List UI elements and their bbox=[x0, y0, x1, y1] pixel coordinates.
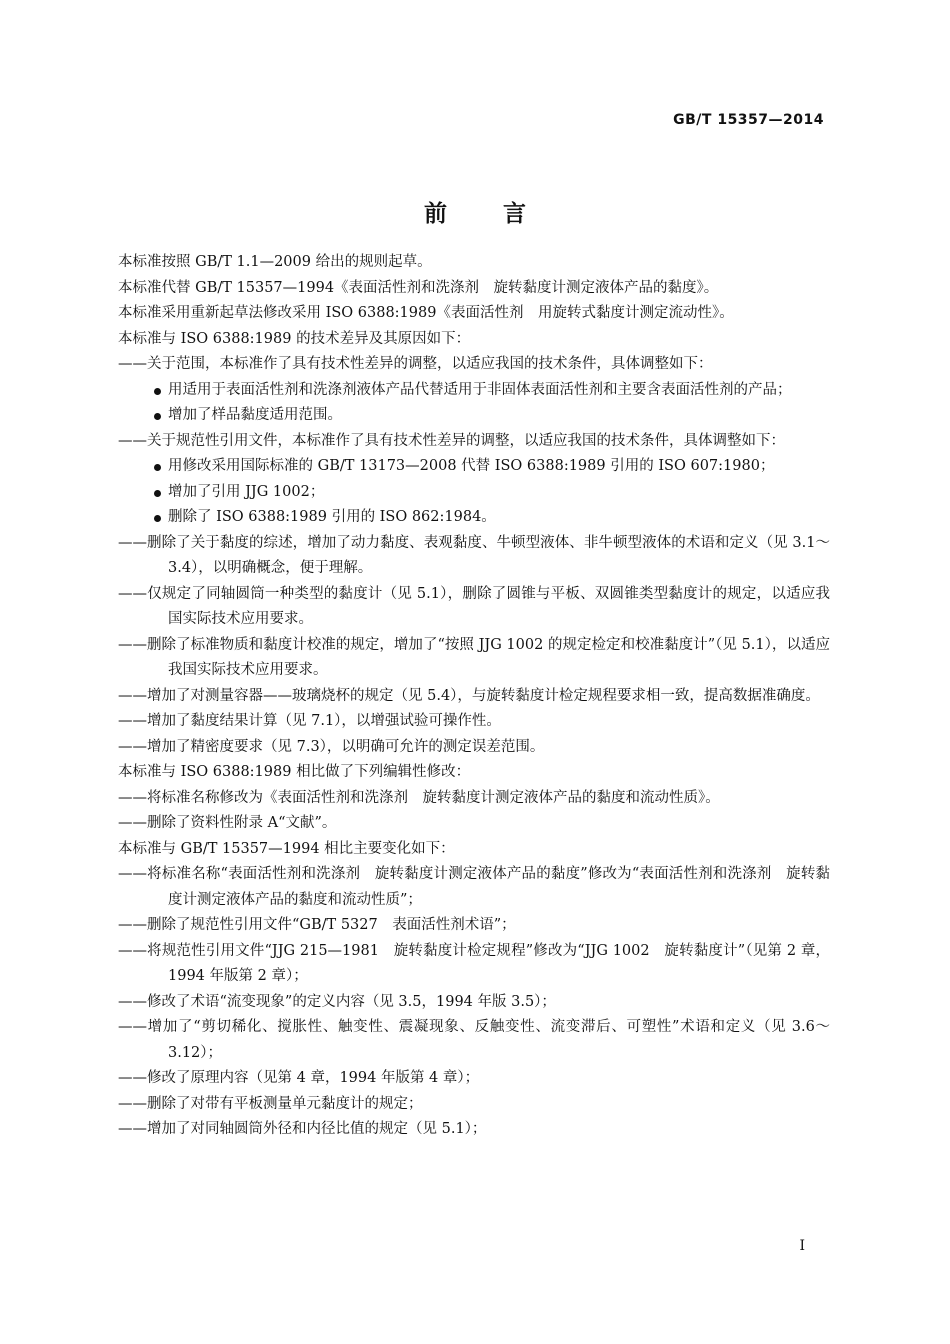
text-line: 本标准按照 GB/T 1.1—2009 给出的规则起草。 bbox=[118, 254, 432, 270]
bullet-icon bbox=[154, 388, 161, 395]
bullet-item bbox=[118, 454, 830, 480]
text-line: 本标准代替 GB/T 15357—1994《表面活性剂和洗涤剂 旋转黏度计测定液体产品的黏度》。 bbox=[118, 279, 719, 296]
dash-item: ——删除了规范性引用文件“GB/T 5327 表面活性剂术语”； bbox=[118, 917, 516, 933]
standard-code: GB/T 15357—2014 bbox=[673, 112, 824, 128]
dash-item: ——增加了对同轴圆筒外径和内径比值的规定（见 5.1）； bbox=[118, 1121, 487, 1137]
foreword-body bbox=[118, 250, 830, 1143]
page-number: I bbox=[799, 1238, 805, 1254]
bullet-icon bbox=[154, 490, 161, 497]
text-line: 本标准与 GB/T 15357—1994 相比主要变化如下： bbox=[118, 840, 455, 857]
dash-item: ——将标准名称“表面活性剂和洗涤剂 旋转黏度计测定液体产品的黏度”修改为“表面活性剂和洗涤剂 旋转黏度计测定液体产品的黏度和流动性质”； bbox=[118, 866, 831, 908]
bullet-text: 删除了 ISO 6388:1989 引用的 ISO 862:1984。 bbox=[168, 509, 496, 525]
bullet-item bbox=[118, 505, 830, 531]
dash-item: ——删除了关于黏度的综述，增加了动力黏度、表观黏度、牛顿型液体、非牛顿型液体的术语和定义（见 3.1～3.4），以明确概念，便于理解。 bbox=[118, 534, 830, 576]
bullet-text: 增加了样品黏度适用范围。 bbox=[168, 407, 342, 423]
dash-item: ——增加了精密度要求（见 7.3），以明确可允许的测定误差范围。 bbox=[118, 738, 545, 755]
dash-item: ——增加了黏度结果计算（见 7.1），以增强试验可操作性。 bbox=[118, 713, 501, 729]
dash-item: ——增加了对测量容器——玻璃烧杯的规定（见 5.4），与旋转黏度计检定规程要求相一致，提高数据准确度。 bbox=[118, 687, 820, 704]
dash-item: ——仅规定了同轴圆筒一种类型的黏度计（见 5.1），删除了圆锥与平板、双圆锥类型黏度计的规定，以适应我国实际技术应用要求。 bbox=[118, 585, 830, 627]
bullet-item bbox=[118, 378, 830, 404]
bullet-icon bbox=[154, 413, 161, 420]
dash-item: ——增加了“剪切稀化、搅胀性、触变性、震凝现象、反触变性、流变滞后、可塑性”术语和定义（见 3.6～3.12）； bbox=[118, 1019, 830, 1061]
bullet-item bbox=[118, 480, 830, 506]
text-line: 本标准与 ISO 6388:1989 相比做了下列编辑性修改： bbox=[118, 764, 471, 780]
bullet-text: 用适用于表面活性剂和洗涤剂液体产品代替适用于非固体表面活性剂和主要含表面活性剂的产品； bbox=[168, 381, 792, 398]
dash-item: ——将标准名称修改为《表面活性剂和洗涤剂 旋转黏度计测定液体产品的黏度和流动性质》。 bbox=[118, 789, 720, 806]
page-title: 前言 bbox=[424, 201, 582, 227]
dash-item: ——将规范性引用文件“JJG 215—1981 旋转黏度计检定规程”修改为“JJG 1002 旋转黏度计”（见第 2 章，1994 年版第 2 章）； bbox=[118, 942, 830, 984]
dash-item: ——关于范围，本标准作了具有技术性差异的调整，以适应我国的技术条件，具体调整如下： bbox=[118, 356, 713, 372]
dash-item: ——删除了标准物质和黏度计校准的规定，增加了“按照 JJG 1002 的规定检定和校准黏度计”（见 5.1），以适应我国实际技术应用要求。 bbox=[118, 636, 830, 678]
bullet-item bbox=[118, 403, 830, 429]
dash-item: ——删除了资料性附录 A“文献”。 bbox=[118, 815, 337, 831]
dash-item: ——修改了原理内容（见第 4 章，1994 年版第 4 章）； bbox=[118, 1070, 480, 1086]
bullet-text: 增加了引用 JJG 1002； bbox=[168, 483, 325, 500]
bullet-text: 用修改采用国际标准的 GB/T 13173—2008 代替 ISO 6388:1989 引用的 ISO 607:1980； bbox=[168, 458, 775, 474]
bullet-icon bbox=[154, 464, 161, 471]
text-line: 本标准与 ISO 6388:1989 的技术差异及其原因如下： bbox=[118, 330, 471, 347]
text-line: 本标准采用重新起草法修改采用 ISO 6388:1989《表面活性剂 用旋转式黏度计测定流动性》。 bbox=[118, 305, 734, 321]
dash-item: ——删除了对带有平板测量单元黏度计的规定； bbox=[118, 1095, 423, 1112]
dash-item: ——关于规范性引用文件，本标准作了具有技术性差异的调整，以适应我国的技术条件，具体调整如下： bbox=[118, 432, 785, 449]
dash-item: ——修改了术语“流变现象”的定义内容（见 3.5，1994 年版 3.5）； bbox=[118, 993, 556, 1010]
bullet-icon bbox=[154, 515, 161, 522]
